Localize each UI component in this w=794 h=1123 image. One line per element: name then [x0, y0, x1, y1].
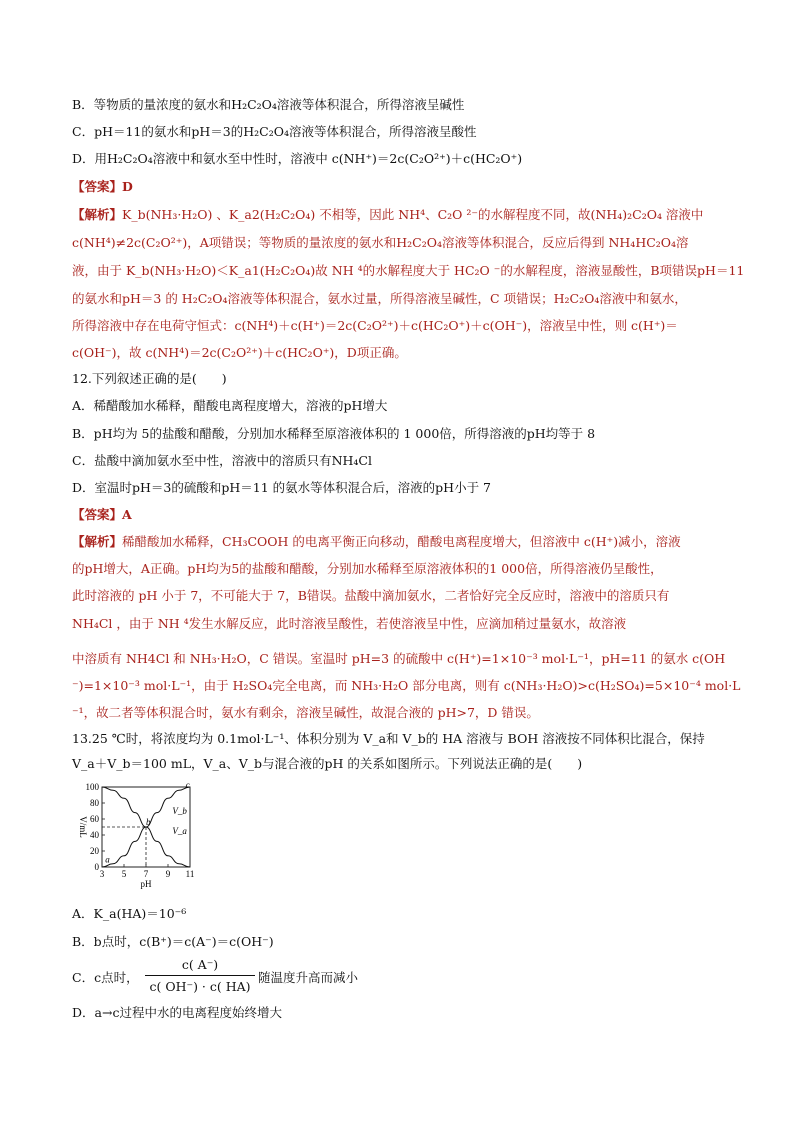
- y-tick-label: 0: [94, 862, 99, 872]
- q13-option-d: D．a→c过程中水的电离程度始终增大: [72, 1005, 282, 1020]
- answer-value: A: [122, 507, 132, 522]
- point-label-b: b: [146, 817, 151, 827]
- q13-option-a: A．K_a(HA)＝10⁻⁶: [72, 906, 187, 921]
- x-tick-label: 11: [185, 869, 195, 879]
- q12-analysis-line-4: 中溶质有 NH4Cl 和 NH₃·H₂O，C 错误。室温时 pH=3 的硫酸中 c(H⁺)=1×10⁻³ mol·L⁻¹，pH=11 的氨水 c(OH: [72, 651, 726, 666]
- x-tick-label: 3: [99, 869, 105, 879]
- option-c-suffix: 随温度升高而减小: [258, 970, 359, 985]
- ph-volume-chart: [72, 775, 212, 893]
- q12-option-d: D．室温时pH＝3的硫酸和pH＝11 的氨水等体积混合后，溶液的pH小于 7: [72, 480, 491, 495]
- q11-analysis-line-2: 液，由于 K_b(NH₃·H₂O)＜K_a1(H₂C₂O₄)故 NH ⁴的水解程度大于 HC₂O ⁻的水解程度，溶液显酸性，B项错误pH＝11: [72, 263, 745, 278]
- q12-answer: [72, 507, 132, 523]
- y-tick-label: 80: [90, 798, 99, 808]
- option-c-prefix: C．c点时，: [72, 970, 139, 985]
- x-axis-label: pH: [140, 879, 152, 889]
- analysis-tag: 【解析】: [72, 534, 123, 549]
- y-tick-label: 20: [90, 846, 99, 856]
- point-label-a: a: [105, 854, 110, 865]
- q12-analysis-line-0: [72, 534, 681, 550]
- y-axis-label: V/mL: [78, 816, 88, 838]
- q12-option-b: B．pH均为 5的盐酸和醋酸，分别加水稀释至原溶液体积的 1 000倍，所得溶液的pH均等于 8: [72, 426, 596, 441]
- series-label-va: V_a: [172, 826, 187, 836]
- analysis-text: K_b(NH₃·H₂O) 、K_a2(H₂C₂O₄) 不相等，因此 NH⁴、C₂O ²⁻的水解程度不同，故(NH₄)₂C₂O₄ 溶液中: [122, 207, 704, 222]
- q11-option-c: C．pH＝11的氨水和pH＝3的H₂C₂O₄溶液等体积混合，所得溶液呈酸性: [72, 124, 477, 139]
- q11-answer: [72, 179, 133, 195]
- x-tick-label: 7: [143, 869, 149, 879]
- q11-analysis-line-0: [72, 207, 703, 223]
- q13-stem-line-1: 13.25 ℃时，将浓度均为 0.1mol·L⁻¹、体积分别为 V_a和 V_b的 HA 溶液与 BOH 溶液按不同体积比混合，保持: [72, 731, 705, 746]
- q11-analysis-line-1: c(NH⁴)≠2c(C₂O²⁺)，A项错误；等物质的量浓度的氨水和H₂C₂O₄溶液等体积混合，反应后得到 NH₄HC₂O₄溶: [72, 235, 689, 250]
- q12-analysis-line-5: ⁻)=1×10⁻³ mol·L⁻¹，由于 H₂SO₄完全电离，而 NH₃·H₂O 部分电离，则有 c(NH₃·H₂O)>c(H₂SO₄)=5×10⁻⁴ mol·L: [72, 678, 741, 693]
- q11-analysis-line-5: c(OH⁻)，故 c(NH⁴)＝2c(C₂O²⁺)＋c(HC₂O⁺)，D项正确。: [72, 345, 407, 360]
- analysis-tag: 【解析】: [72, 207, 123, 222]
- answer-tag: 【答案】: [72, 507, 123, 522]
- x-tick-label: 5: [121, 869, 127, 879]
- answer-value: D: [122, 179, 133, 194]
- point-label-c: c: [185, 780, 190, 791]
- fraction-numerator: c( A⁻): [181, 957, 219, 972]
- q13-option-b: B．b点时，c(B⁺)＝c(A⁻)＝c(OH⁻): [72, 934, 274, 949]
- q13-stem-line-2: V_a＋V_b＝100 mL，V_a、V_b与混合液的pH 的关系如图所示。下列说法正确的是( ): [72, 756, 583, 771]
- q11-option-b: B．等物质的量浓度的氨水和H₂C₂O₄溶液等体积混合，所得溶液呈碱性: [72, 97, 465, 112]
- analysis-text: 稀醋酸加水稀释，CH₃COOH 的电离平衡正向移动，醋酸电离程度增大，但溶液中 c(H⁺)减小，溶液: [122, 534, 681, 549]
- q11-analysis-line-4: 所得溶液中存在电荷守恒式：c(NH⁴)＋c(H⁺)＝2c(C₂O²⁺)＋c(HC₂O⁺)＋c(OH⁻)，溶液呈中性，则 c(H⁺)＝: [72, 318, 678, 333]
- q13-option-c: [72, 970, 139, 986]
- q11-option-d: D．用H₂C₂O₄溶液中和氨水至中性时，溶液中 c(NH⁺)＝2c(C₂O²⁺)＋c(HC₂O⁺): [72, 151, 523, 166]
- q11-analysis-line-3: 的氨水和pH＝3 的 H₂C₂O₄溶液等体积混合，氨水过量，所得溶液呈碱性，C 项错误；H₂C₂O₄溶液中和氨水，: [72, 291, 687, 306]
- answer-tag: 【答案】: [72, 179, 123, 194]
- fraction-denominator: c( OH⁻) · c( HA): [149, 979, 251, 994]
- y-tick-label: 60: [90, 814, 99, 824]
- x-tick-label: 9: [165, 869, 171, 879]
- q12-option-c: C．盐酸中滴加氨水至中性，溶液中的溶质只有NH₄Cl: [72, 453, 372, 468]
- q12-analysis-line-3: NH₄Cl ，由于 NH ⁴发生水解反应，此时溶液呈酸性，若使溶液呈中性，应滴加稍过量氨水，故溶液: [72, 616, 627, 631]
- y-tick-label: 100: [85, 782, 99, 792]
- y-tick-label: 40: [90, 830, 99, 840]
- q12-analysis-line-2: 此时溶液的 pH 小于 7，不可能大于 7，B错误。盐酸中滴加氨水，二者恰好完全反应时，溶液中的溶质只有: [72, 588, 670, 603]
- q12-option-a: A．稀醋酸加水稀释，醋酸电离程度增大，溶液的pH增大: [72, 398, 388, 413]
- q12-stem: 12.下列叙述正确的是( ): [72, 371, 227, 386]
- fraction-bar: [145, 975, 255, 976]
- series-label-vb: V_b: [172, 806, 187, 816]
- q12-analysis-line-6: ⁻¹，故二者等体积混合时，氨水有剩余，溶液呈碱性，故混合液的 pH>7，D 错误。: [72, 705, 539, 720]
- q12-analysis-line-1: 的pH增大，A正确。pH均为5的盐酸和醋酸，分别加水稀释至原溶液体积的1 000倍，所得溶液仍呈酸性，: [72, 561, 663, 576]
